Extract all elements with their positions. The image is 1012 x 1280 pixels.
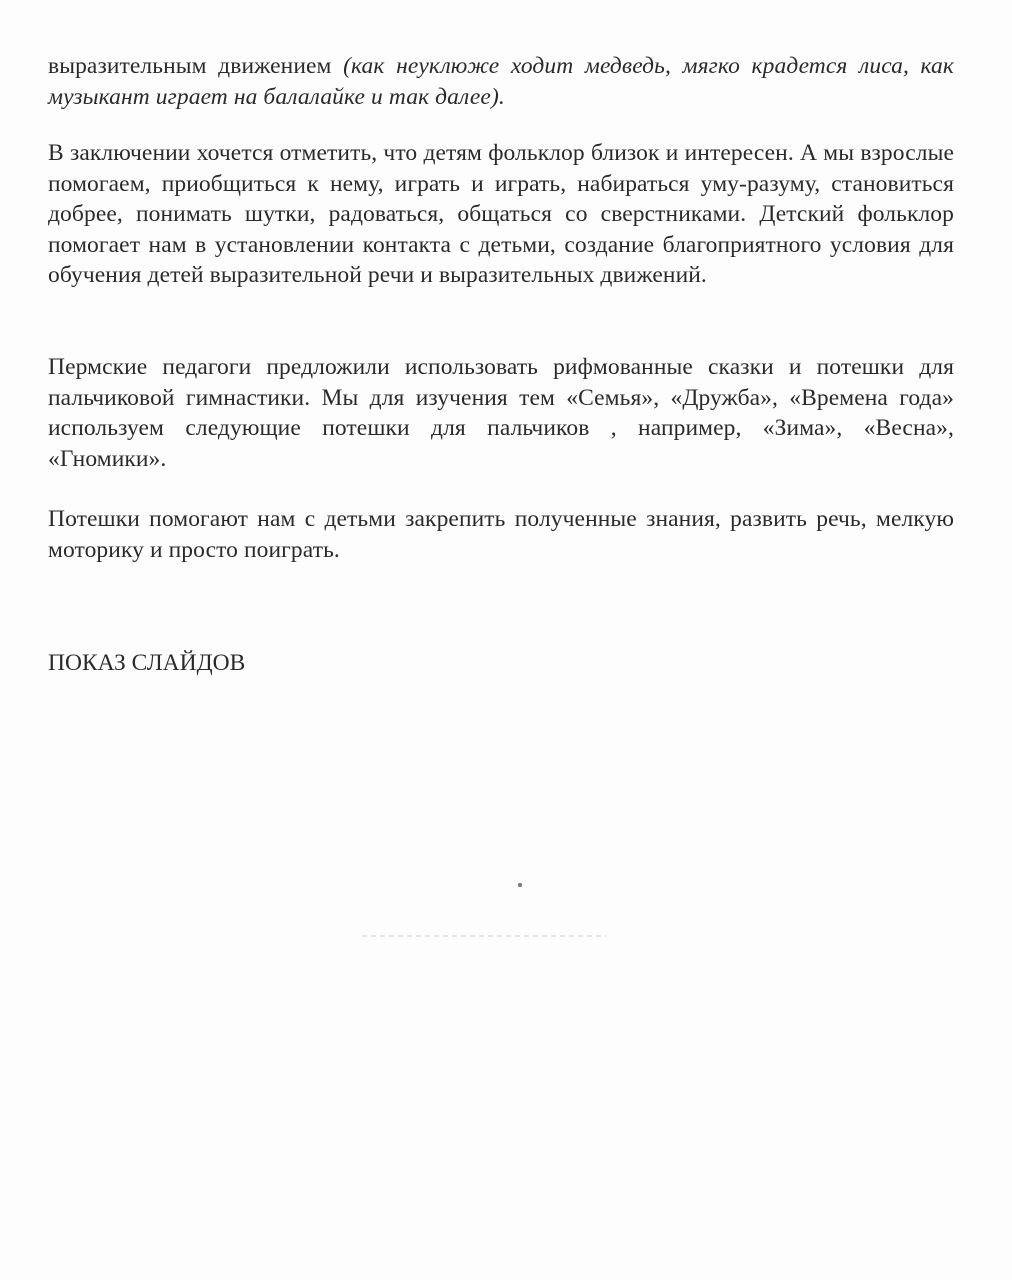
- paragraph-movements: [48, 51, 954, 112]
- paragraph-nursery-rhymes: Потешки помогают нам с детьми закрепить полученные знания, развить речь, мелкую моторику и просто поиграть.: [48, 506, 954, 563]
- slides-heading: ПОКАЗ СЛАЙДОВ: [48, 650, 246, 676]
- scan-speck: [518, 883, 522, 887]
- paragraph-movements-text: выразительным движением: [48, 53, 344, 79]
- paragraph-perm-teachers: Пермские педагоги предложили использовать рифмованные сказки и потешки для пальчиковой гимнастики. Мы для изучения тем «Семья», «Дружба», «Времена года» используем следующие потешки для пальчиков , например, «Зима», «Весна», «Гномики».: [48, 354, 954, 472]
- scan-artifact-line: [362, 935, 606, 937]
- paragraph-movements-examples: (как неуклюже ходит медведь, мягко крадется лиса, как музыкант играет на балалайке и так далее).: [48, 53, 954, 110]
- paragraph-conclusion: В заключении хочется отметить, что детям фольклор близок и интересен. А мы взрослые помогаем, приобщиться к нему, играть и играть, набираться уму-разуму, становиться добрее, понимать шутки, радоваться, общаться со сверстниками. Детский фольклор помогает нам в установлении контакта с детьми, создание благоприятного условия для обучения детей выразительной речи и выразительных движений.: [48, 140, 954, 288]
